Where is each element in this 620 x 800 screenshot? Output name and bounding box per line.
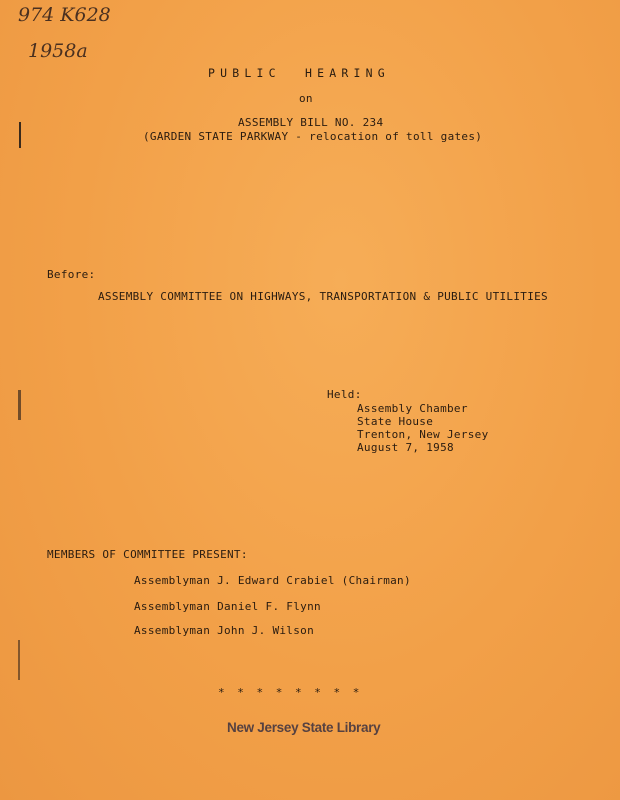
held-location-line: Assembly Chamber <box>357 402 468 415</box>
held-location-line: State House <box>357 415 434 428</box>
members-label: MEMBERS OF COMMITTEE PRESENT: <box>47 548 248 561</box>
member-name: Assemblyman John J. Wilson <box>134 624 314 637</box>
bill-number: ASSEMBLY BILL NO. 234 <box>238 116 384 129</box>
held-date: August 7, 1958 <box>357 441 454 454</box>
binding-mark <box>18 390 21 420</box>
held-location-line: Trenton, New Jersey <box>357 428 489 441</box>
bill-subtitle: (GARDEN STATE PARKWAY - relocation of toll gates) <box>143 130 483 143</box>
asterisk-separator: * * * * * * * * <box>218 686 363 699</box>
document-title: PUBLIC HEARING <box>208 66 390 80</box>
member-name: Assemblyman J. Edward Crabiel (Chairman) <box>134 574 411 587</box>
member-name: Assemblyman Daniel F. Flynn <box>134 600 321 613</box>
before-label: Before: <box>47 268 96 281</box>
library-stamp: New Jersey State Library <box>227 720 381 735</box>
handwritten-year: 1958a <box>28 40 88 62</box>
held-label: Held: <box>327 388 362 401</box>
staple-mark <box>19 122 21 148</box>
committee-name: ASSEMBLY COMMITTEE ON HIGHWAYS, TRANSPORTATION & PUBLIC UTILITIES <box>98 290 548 303</box>
on-label: on <box>299 92 313 105</box>
binding-mark <box>18 640 20 680</box>
handwritten-call-number: 974 K628 <box>18 4 111 26</box>
